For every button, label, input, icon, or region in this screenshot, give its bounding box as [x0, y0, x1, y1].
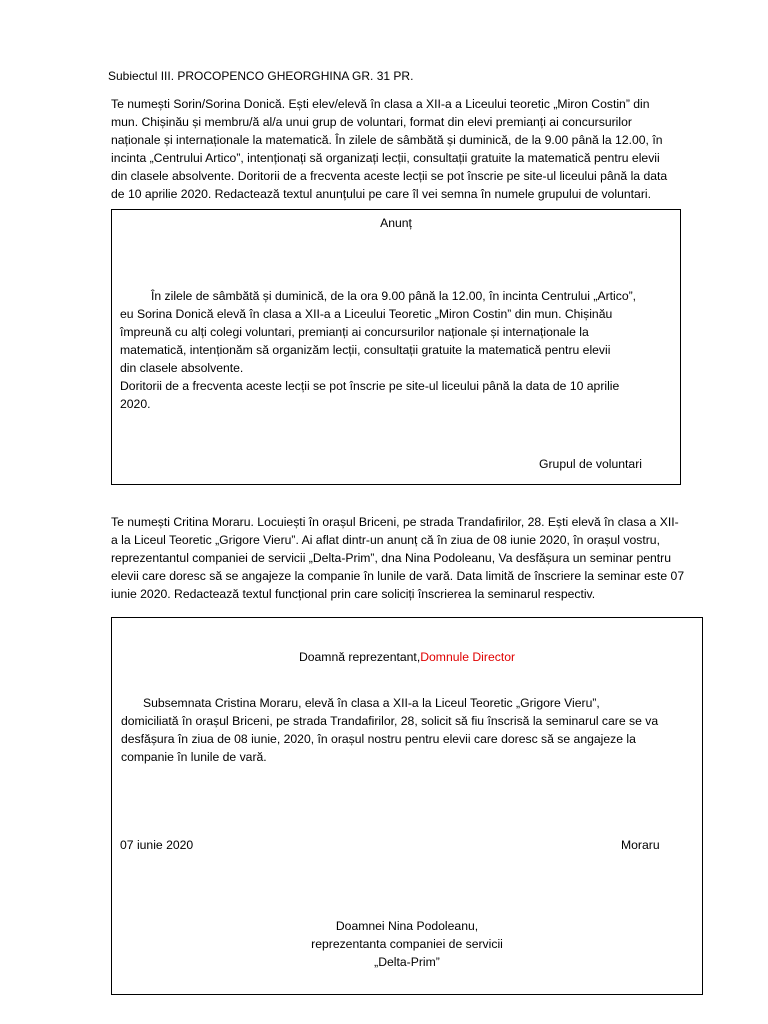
task1-line: naționale și internaționale la matematică. În zilele de sâmbătă și duminică, de la 9.00 până la 12.00, în	[111, 133, 663, 147]
request-line: domiciliată în orașul Briceni, pe strada Trandafirilor, 28, solicit să fiu înscrisă la seminarul care se va	[121, 714, 659, 728]
task2-line: iunie 2020. Redactează textul funcțional prin care soliciți înscrierea la seminarul respectiv.	[111, 587, 596, 601]
announcement-line: din clasele absolvente.	[120, 361, 244, 375]
task2-line: elevii care doresc să se angajeze la companie în lunile de vară. Data limită de înscriere la seminar este 07	[111, 569, 685, 583]
announcement-box	[111, 209, 681, 485]
announcement-signature: Grupul de voluntari	[539, 457, 642, 471]
task1-line: mun. Chișinău și membru/ă al/a unui grup de voluntari, format din elevi premianți ai concursurilor	[111, 115, 632, 129]
task2-line: a la Liceul Teoretic „Grigore Vieru”. Ai aflat dintr-un anunț că în ziua de 08 iunie 2020, în orașul vostru,	[111, 533, 660, 547]
request-line: Subsemnata Cristina Moraru, elevă în clasa a XII-a la Liceul Teoretic „Grigore Vieru”,	[143, 696, 600, 710]
request-line: desfășura în ziua de 08 iunie, 2020, în orașul nostru pentru elevii care doresc să se angajeze la	[121, 732, 636, 746]
announcement-line: eu Sorina Donică elevă în clasa a XII-a a Liceului Teoretic „Miron Costin” din mun. Chișinău	[120, 307, 613, 321]
request-line: companie în lunile de vară.	[121, 750, 267, 764]
addressee-line: „Delta-Prim”	[374, 955, 440, 969]
announcement-title: Anunț	[380, 216, 412, 230]
salutation-text: Doamnă reprezentant,	[298, 650, 421, 664]
task1-line: Te numești Sorin/Sorina Donică. Ești elev/elevă în clasa a XII-a a Liceului teoretic „Miron Costin” din	[111, 97, 650, 111]
announcement-line: 2020.	[120, 397, 151, 411]
request-box	[111, 617, 703, 995]
request-body	[121, 694, 693, 766]
addressee-line: reprezentanta companiei de servicii	[311, 937, 503, 951]
announcement-line: împreună cu alți colegi voluntari, premianți ai concursurilor naționale și internaționale la	[120, 325, 589, 339]
announcement-line: matematică, intenționăm să organizăm lecții, consultații gratuite la matematică pentru elevii	[120, 343, 611, 357]
task1-line: de 10 aprilie 2020. Redactează textul anunțului pe care îl vei semna în numele grupului de voluntari.	[111, 187, 651, 201]
task2-instructions	[111, 513, 731, 603]
request-signature: Moraru	[621, 838, 660, 852]
task1-instructions	[111, 95, 731, 203]
request-salutation	[112, 648, 702, 666]
task1-line: din clasele absolvente. Doritorii de a frecventa aceste lecții se pot înscrie pe site-ul liceului până la data	[111, 169, 668, 183]
task2-line: Te numești Critina Moraru. Locuiești în orașul Briceni, pe strada Trandafirilor, 28. Ești elevă în clasa a XII-	[111, 515, 679, 529]
task1-line: incinta „Centrului Artico”, intenționați să organizați lecții, consultații gratuite la matematică pentru elevii	[111, 151, 660, 165]
salutation-correction: Domnule Director	[420, 650, 516, 664]
announcement-body	[120, 287, 676, 413]
announcement-line: Doritorii de a frecventa aceste lecții se pot înscrie pe site-ul liceului până la data de 10 aprilie	[120, 379, 620, 393]
announcement-line: În zilele de sâmbătă și duminică, de la ora 9.00 până la 12.00, în incinta Centrului „Artico”,	[151, 289, 637, 303]
request-addressee	[112, 917, 702, 971]
addressee-line: Doamnei Nina Podoleanu,	[335, 919, 479, 933]
subject-heading: Subiectul III. PROCOPENCO GHEORGHINA GR. 31 PR.	[108, 69, 414, 83]
task2-line: reprezentantul companiei de servicii „Delta-Prim”, dna Nina Podoleanu, Va desfășura un seminar pentru	[111, 551, 672, 565]
request-date: 07 iunie 2020	[120, 838, 194, 852]
